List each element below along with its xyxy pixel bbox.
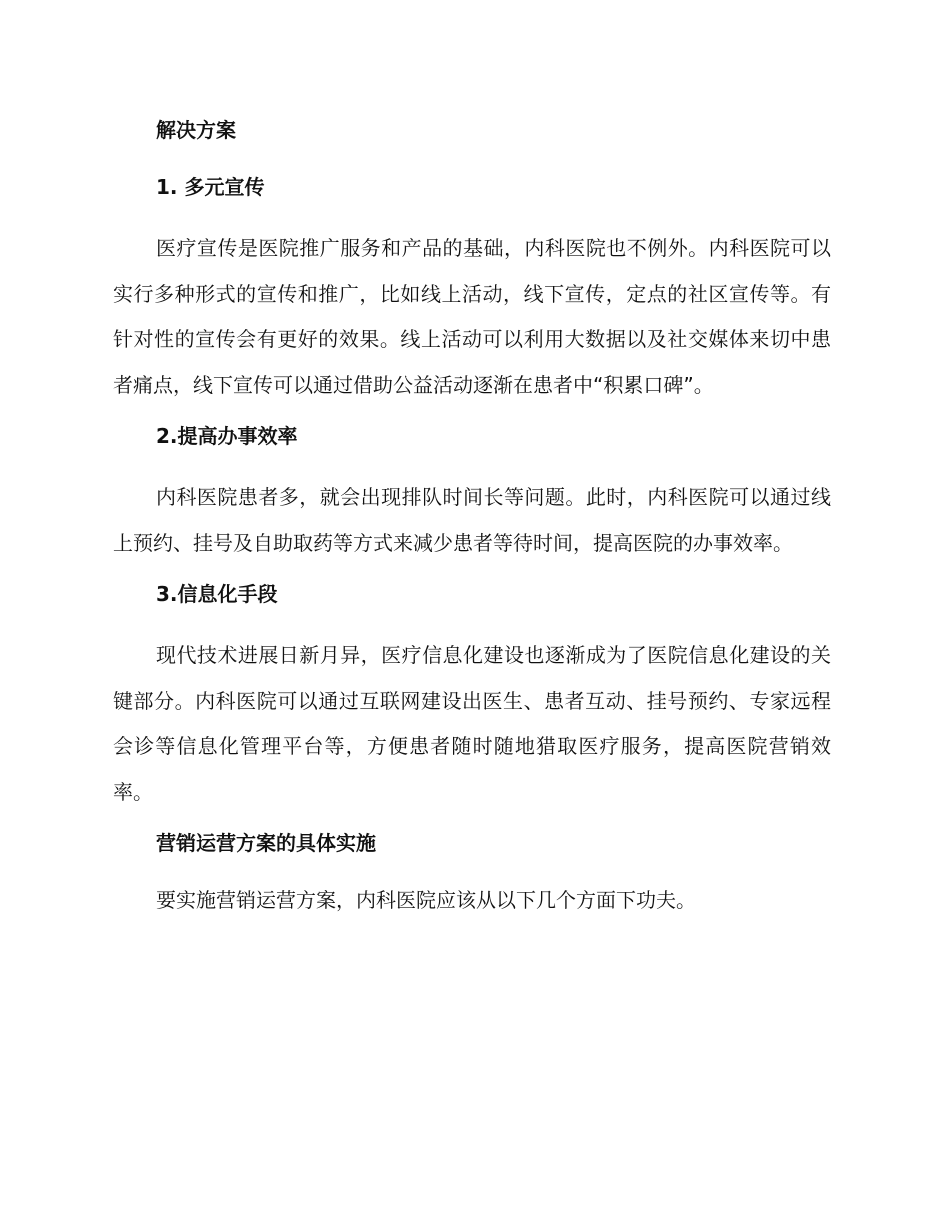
heading-informatization: 3.信息化手段 (156, 582, 278, 606)
para-implementation: 要实施营销运营方案，内科医院应该从以下几个方面下功夫。 (156, 888, 696, 912)
heading-implementation: 营销运营方案的具体实施 (156, 831, 376, 855)
heading-efficiency: 2.提高办事效率 (156, 424, 298, 448)
document-content (113, 112, 831, 928)
para-informatization: 现代技术进展日新月异，医疗信息化建设也逐渐成为了医院信息化建设的关键部分。内科医院可以通过互联网建设出医生、患者互动、挂号预约、专家远程会诊等信息化管理平台等，方便患者随时随地猎取医疗服务，提高医院营销效率。 (113, 643, 831, 804)
para-efficiency: 内科医院患者多，就会出现排队时间长等问题。此时，内科医院可以通过线上预约、挂号及自助取药等方式来减少患者等待时间，提高医院的办事效率。 (113, 485, 831, 555)
heading-diverse-publicity: 1. 多元宣传 (156, 175, 265, 199)
para-diverse-publicity: 医疗宣传是医院推广服务和产品的基础，内科医院也不例外。内科医院可以实行多种形式的宣传和推广，比如线上活动，线下宣传，定点的社区宣传等。有针对性的宣传会有更好的效果。线上活动可以利用大数据以及社交媒体来切中患者痛点，线下宣传可以通过借助公益活动逐渐在患者中“积累口碑”。 (113, 236, 831, 397)
heading-solutions: 解决方案 (156, 118, 236, 142)
